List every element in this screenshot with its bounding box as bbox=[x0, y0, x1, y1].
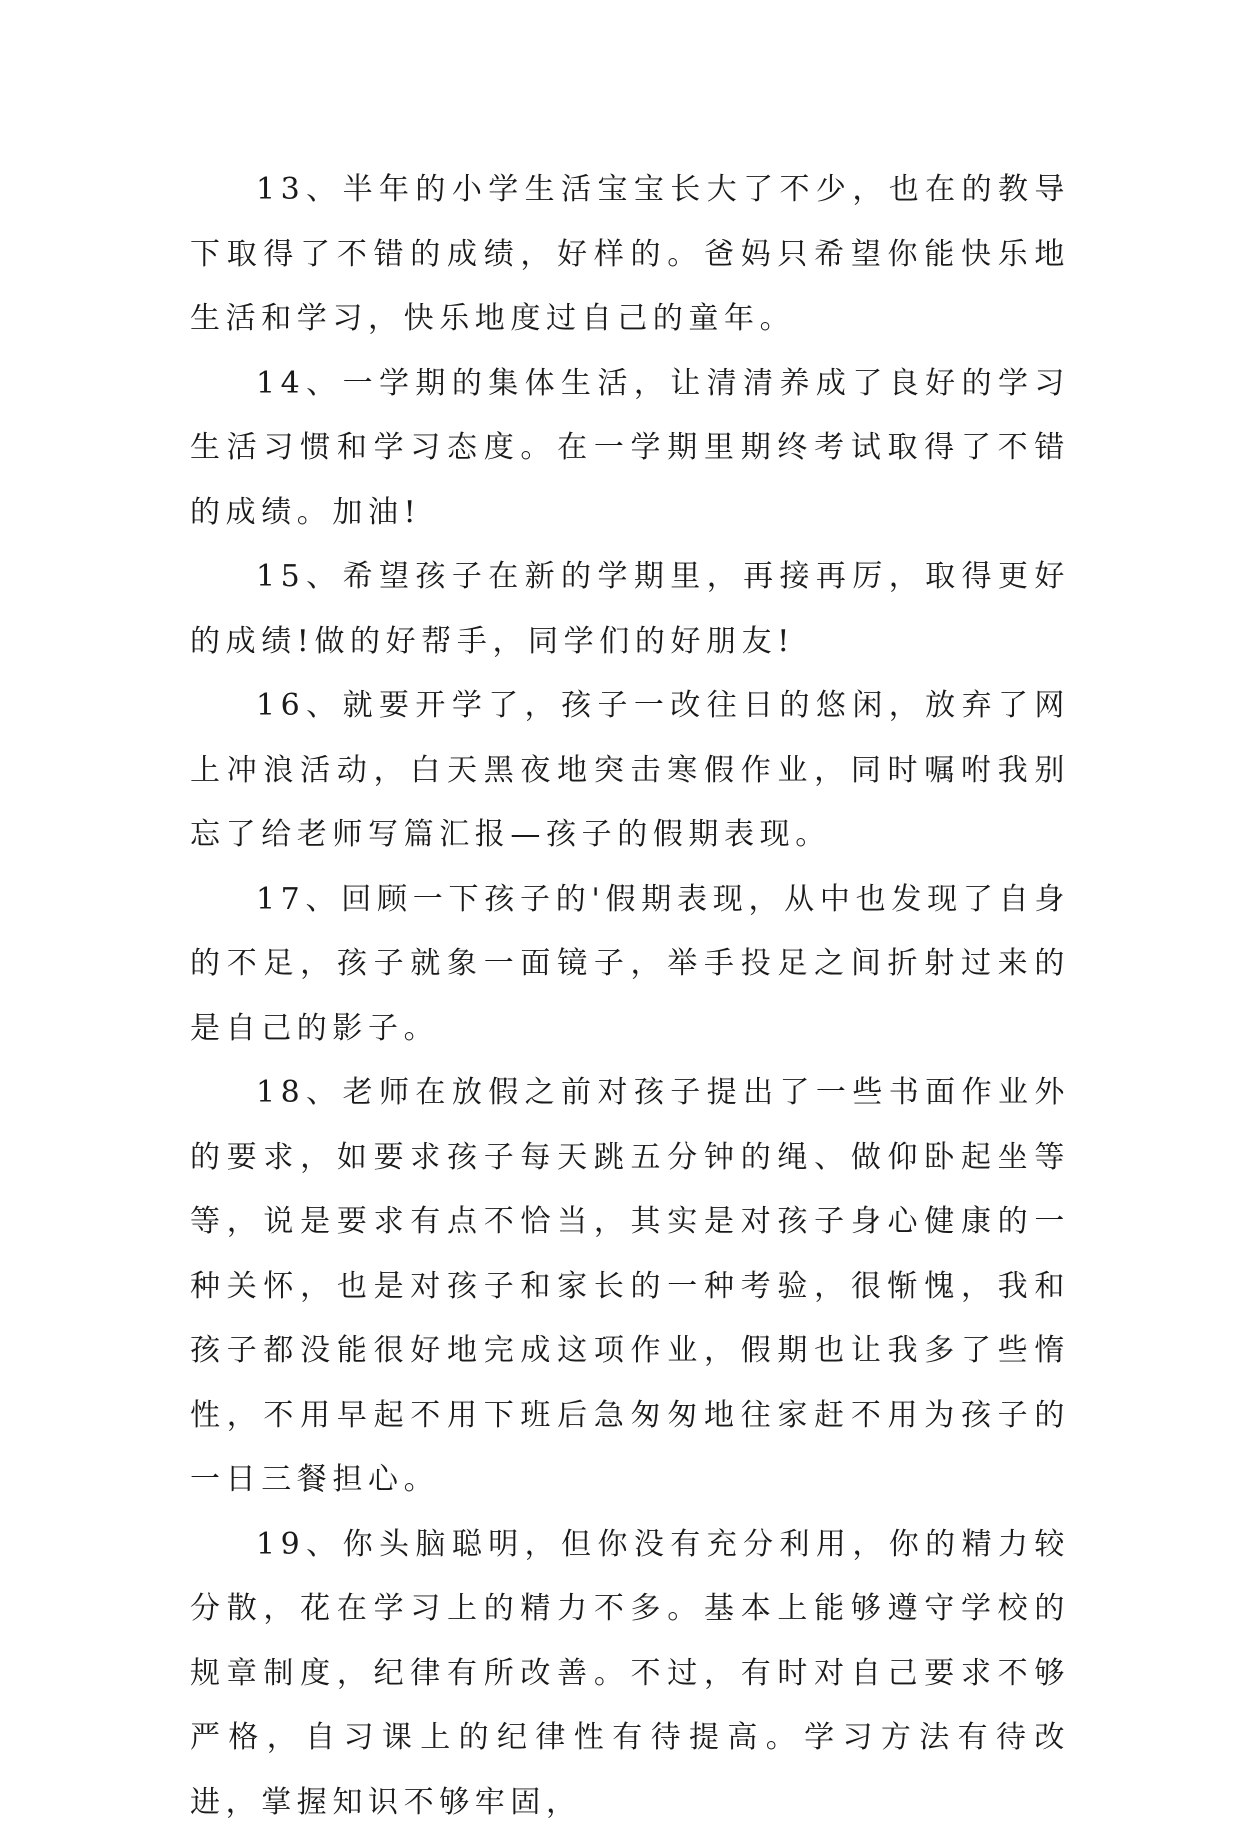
paragraph-18: 18、老师在放假之前对孩子提出了一些书面作业外的要求，如要求孩子每天跳五分钟的绳、做仰卧起坐等等，说是要求有点不恰当，其实是对孩子身心健康的一种关怀，也是对孩子和家长的一种考验，很惭愧，我和孩子都没能很好地完成这项作业，假期也让我多了些惰性，不用早起不用下班后急匆匆地往家赶不用为孩子的一日三餐担心。 bbox=[190, 1061, 1070, 1513]
paragraph-17: 17、回顾一下孩子的'假期表现，从中也发现了自身的不足，孩子就象一面镜子，举手投足之间折射过来的是自己的影子。 bbox=[190, 868, 1070, 1062]
paragraph-16: 16、就要开学了，孩子一改往日的悠闲，放弃了网上冲浪活动，白天黑夜地突击寒假作业，同时嘱咐我别忘了给老师写篇汇报—孩子的假期表现。 bbox=[190, 674, 1070, 868]
paragraph-15: 15、希望孩子在新的学期里，再接再厉，取得更好的成绩!做的好帮手，同学们的好朋友! bbox=[190, 545, 1070, 674]
document-body bbox=[190, 158, 1070, 1835]
paragraph-14: 14、一学期的集体生活，让清清养成了良好的学习生活习惯和学习态度。在一学期里期终考试取得了不错的成绩。加油! bbox=[190, 352, 1070, 546]
paragraph-19: 19、你头脑聪明，但你没有充分利用，你的精力较分散，花在学习上的精力不多。基本上能够遵守学校的规章制度，纪律有所改善。不过，有时对自己要求不够严格，自习课上的纪律性有待提高。学习方法有待改进，掌握知识不够牢固， bbox=[190, 1513, 1070, 1835]
paragraph-13: 13、半年的小学生活宝宝长大了不少，也在的教导下取得了不错的成绩，好样的。爸妈只希望你能快乐地生活和学习，快乐地度过自己的童年。 bbox=[190, 158, 1070, 352]
